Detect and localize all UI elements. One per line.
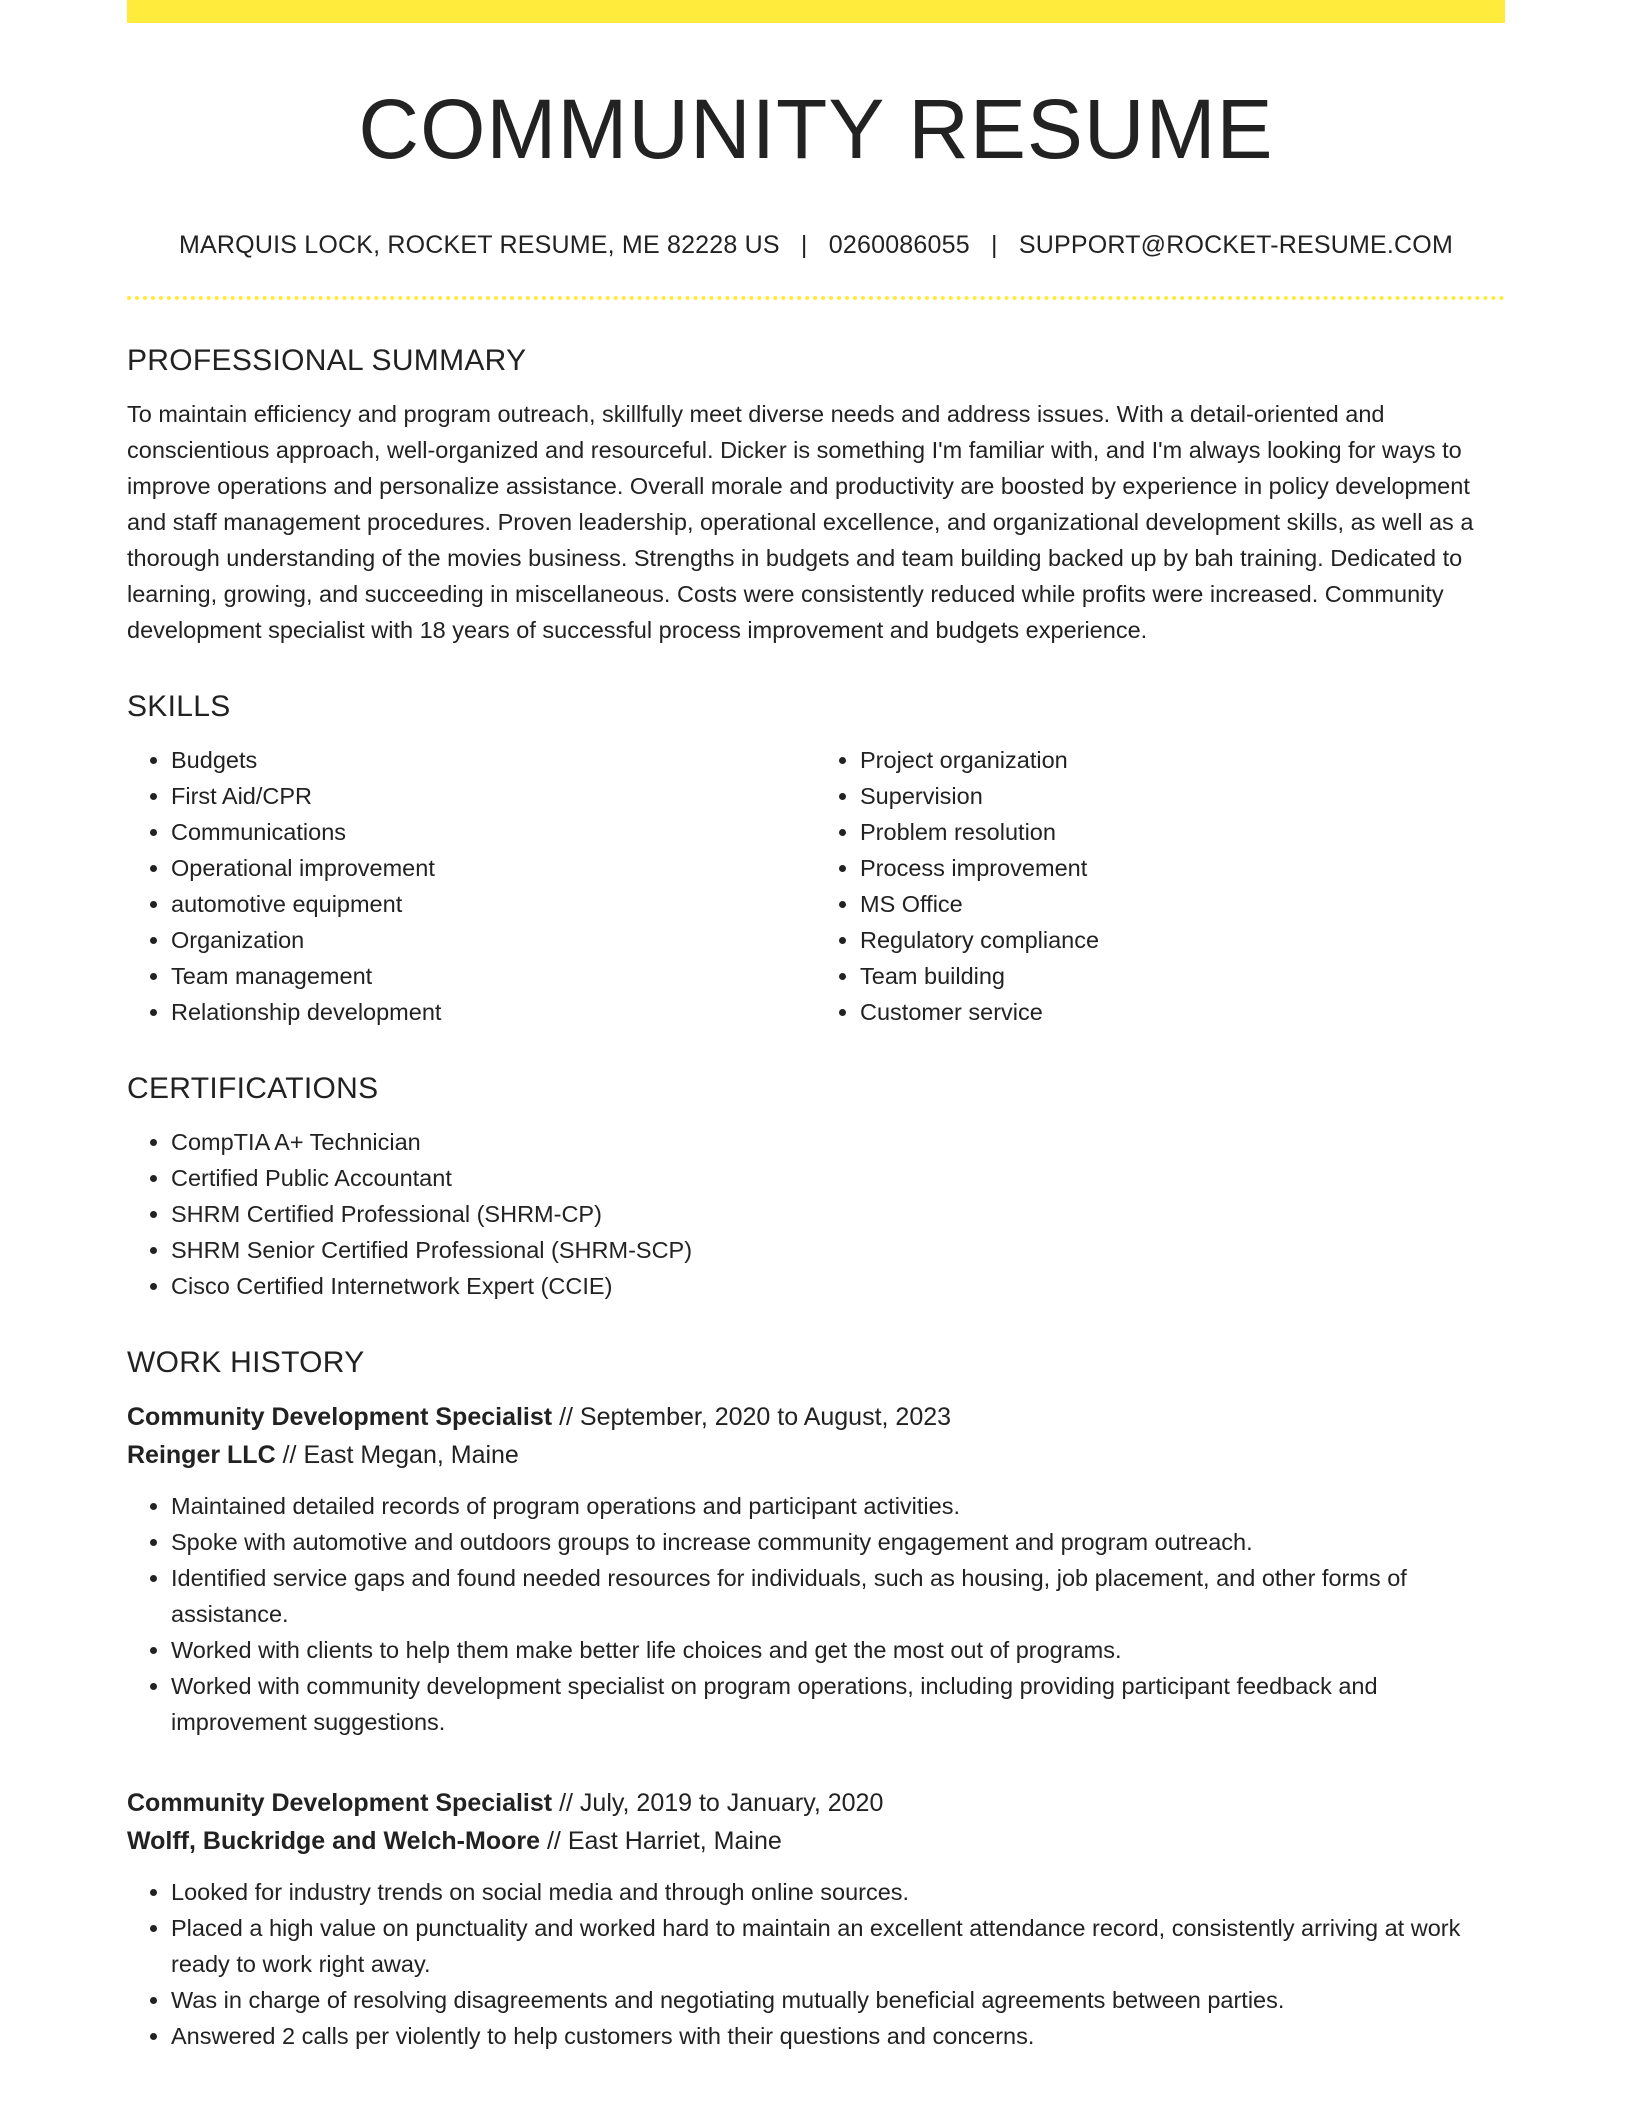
job-bullet: • Answered 2 calls per violently to help customers with their questions and concerns. (171, 2018, 1505, 2054)
job-company: Reinger LLC (127, 1441, 276, 1470)
skill-item: • Operational improvement (171, 850, 816, 886)
job-entry (127, 1398, 1505, 1740)
job-dates: September, 2020 to August, 2023 (579, 1403, 952, 1432)
skills-list-right (816, 742, 1505, 1030)
skill-item: • Customer service (860, 994, 1505, 1030)
contact-email: SUPPORT@ROCKET-RESUME.COM (1018, 231, 1453, 260)
contact-separator: | (990, 231, 998, 260)
summary-section (127, 344, 1505, 648)
job-title-line (127, 1398, 1505, 1436)
certification-item: • CompTIA A+ Technician (171, 1124, 1505, 1160)
job-company-line (127, 1436, 1505, 1474)
job-bullet: • Worked with clients to help them make better life choices and get the most out of programs. (171, 1632, 1505, 1668)
skills-list-left (127, 742, 816, 1030)
job-entry (127, 1784, 1505, 2054)
summary-heading: PROFESSIONAL SUMMARY (127, 344, 527, 378)
skill-item: • Team management (171, 958, 816, 994)
skill-item: • Communications (171, 814, 816, 850)
contact-address: MARQUIS LOCK, ROCKET RESUME, ME 82228 US (179, 231, 780, 260)
certification-item: • SHRM Certified Professional (SHRM-CP) (171, 1196, 1505, 1232)
job-bullet: • Worked with community development specialist on program operations, including providing participant feedback and improvement suggestions. (171, 1668, 1505, 1740)
job-company-line (127, 1822, 1505, 1860)
skill-item: • First Aid/CPR (171, 778, 816, 814)
job-location: East Megan, Maine (303, 1441, 519, 1470)
contact-separator: | (800, 231, 808, 260)
skill-item: • Project organization (860, 742, 1505, 778)
resume-title: COMMUNITY RESUME (358, 82, 1274, 176)
skills-heading: SKILLS (127, 690, 231, 724)
certifications-list (127, 1124, 1505, 1304)
skill-item: • Budgets (171, 742, 816, 778)
certification-item: • Cisco Certified Internetwork Expert (CCIE) (171, 1268, 1505, 1304)
job-title: Community Development Specialist (127, 1789, 553, 1818)
skill-item: • MS Office (860, 886, 1505, 922)
certification-item: • SHRM Senior Certified Professional (SHRM-SCP) (171, 1232, 1505, 1268)
certifications-section (127, 1072, 1505, 1304)
skill-item: • Regulatory compliance (860, 922, 1505, 958)
work-history-heading: WORK HISTORY (127, 1346, 365, 1380)
skill-item: • Team building (860, 958, 1505, 994)
job-bullet: • Spoke with automotive and outdoors groups to increase community engagement and program outreach. (171, 1524, 1505, 1560)
job-separator: // (282, 1441, 297, 1470)
skill-item: • Supervision (860, 778, 1505, 814)
job-company: Wolff, Buckridge and Welch-Moore (127, 1827, 540, 1856)
job-dates: July, 2019 to January, 2020 (579, 1789, 884, 1818)
contact-phone: 0260086055 (828, 231, 970, 260)
job-bullets (127, 1874, 1505, 2054)
skill-item: • Organization (171, 922, 816, 958)
job-separator: // (546, 1827, 561, 1856)
job-bullet: • Identified service gaps and found needed resources for individuals, such as housing, job placement, and other forms of assistance. (171, 1560, 1505, 1632)
certification-item: • Certified Public Accountant (171, 1160, 1505, 1196)
job-bullets (127, 1488, 1505, 1740)
skill-item: • Relationship development (171, 994, 816, 1030)
certifications-heading: CERTIFICATIONS (127, 1072, 379, 1106)
job-bullet: • Maintained detailed records of program operations and participant activities. (171, 1488, 1505, 1524)
top-accent-bar (127, 0, 1505, 23)
contact-line (127, 231, 1505, 260)
job-separator: // (559, 1789, 573, 1818)
skills-columns (127, 742, 1505, 1030)
skill-item: • Process improvement (860, 850, 1505, 886)
job-separator: // (559, 1403, 573, 1432)
job-title: Community Development Specialist (127, 1403, 553, 1432)
skills-section (127, 690, 1505, 1030)
job-bullet: • Was in charge of resolving disagreements and negotiating mutually beneficial agreements between parties. (171, 1982, 1505, 2018)
skill-item: • Problem resolution (860, 814, 1505, 850)
summary-text: To maintain efficiency and program outreach, skillfully meet diverse needs and address issues. With a detail-oriented and conscientious approach, well-organized and resourceful. Dicker is something I'm familiar with, and I'm always looking for ways to improve operations and personalize assistance. Overall morale and productivity are boosted by experience in policy development and staff management procedures. Proven leadership, operational excellence, and organizational development skills, as well as a thorough understanding of the movies business. Strengths in budgets and team building backed up by bah training. Dedicated to learning, growing, and succeeding in miscellaneous. Costs were consistently reduced while profits were increased. Community development specialist with 18 years of successful process improvement and budgets experience. (127, 401, 1474, 644)
job-title-line (127, 1784, 1505, 1822)
skill-item: • automotive equipment (171, 886, 816, 922)
work-history-section (127, 1346, 1505, 2054)
dotted-divider (127, 296, 1505, 300)
job-location: East Harriet, Maine (567, 1827, 782, 1856)
job-bullet: • Looked for industry trends on social media and through online sources. (171, 1874, 1505, 1910)
job-bullet: • Placed a high value on punctuality and worked hard to maintain an excellent attendance record, consistently arriving at work ready to work right away. (171, 1910, 1505, 1982)
